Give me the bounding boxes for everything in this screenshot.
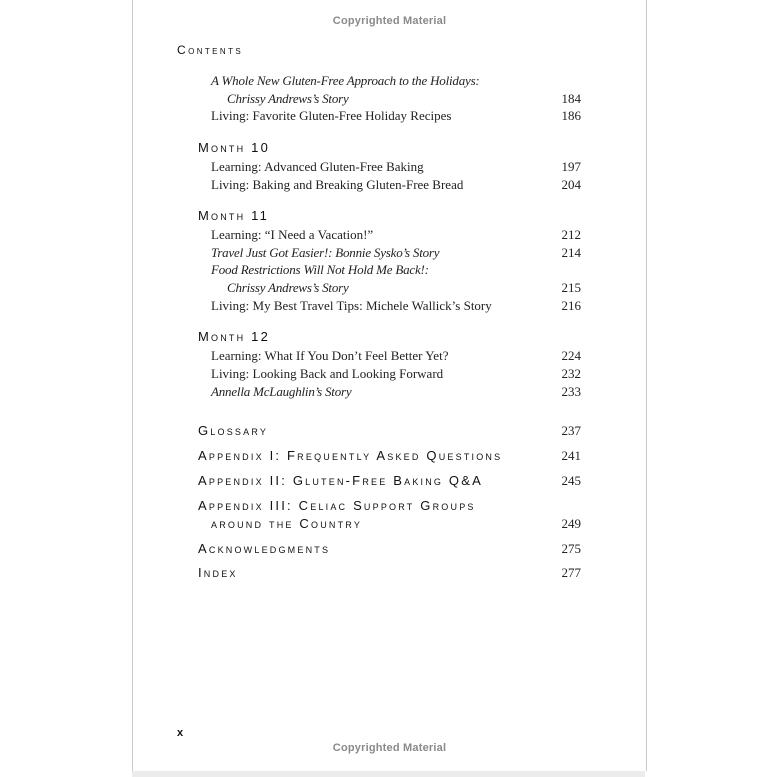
header-copyright: Copyrighted Material (332, 15, 447, 27)
toc-entry-title: A Whole New Gluten-Free Approach to the Holidays: (211, 73, 480, 88)
page-bottom-edge (132, 771, 645, 777)
toc-entry (133, 365, 646, 383)
toc-entry-appendix-2 (133, 472, 646, 490)
toc-page-number: 249 (561, 516, 581, 531)
toc-page-number: 197 (561, 159, 581, 174)
toc-page-number: 241 (561, 448, 581, 463)
running-head: Contents (177, 43, 244, 57)
section-heading-month-11: Month 11 (198, 208, 270, 223)
toc-page-number: 214 (561, 245, 581, 260)
toc-entry (133, 90, 646, 108)
toc-entry-appendix-3 (133, 497, 646, 515)
toc-entry-title: Appendix II: Gluten-Free Baking Q&A (198, 473, 483, 488)
section-heading-month-10: Month 10 (198, 140, 270, 155)
toc-entry-title-continued: around the Country (211, 516, 363, 531)
toc-entry (133, 158, 646, 176)
toc-entry-title: Learning: “I Need a Vacation!” (211, 227, 374, 242)
toc-entry (133, 347, 646, 365)
toc-page-number: 212 (561, 227, 581, 242)
toc-entry-title: Living: Favorite Gluten-Free Holiday Recipes (211, 108, 452, 123)
toc-page-number: 215 (561, 280, 581, 295)
toc-page-number: 186 (561, 108, 581, 123)
footer-copyright: Copyrighted Material (332, 742, 447, 754)
toc-entry-appendix-3-cont (133, 515, 646, 533)
toc-entry-title: Acknowledgments (198, 541, 331, 556)
toc-page-number: 237 (561, 423, 581, 438)
toc-entry-acknowledgments (133, 540, 646, 558)
toc-entry-title: Appendix I: Frequently Asked Questions (198, 448, 503, 463)
toc-page-number: 277 (561, 565, 581, 580)
toc-entry (133, 261, 646, 279)
toc-page-number: 204 (561, 177, 581, 192)
section-heading-month-12: Month 12 (198, 329, 270, 344)
toc-entry (133, 297, 646, 315)
toc-entry (133, 383, 646, 401)
toc-page-number: 224 (561, 348, 581, 363)
toc-entry-title: Living: Baking and Breaking Gluten-Free Bread (211, 177, 464, 192)
toc-entry (133, 279, 646, 297)
toc-page-number: 245 (561, 473, 581, 488)
toc-entry-title: Living: My Best Travel Tips: Michele Wallick’s Story (211, 298, 492, 313)
toc-entry (133, 244, 646, 262)
toc-page-number: 184 (561, 91, 581, 106)
toc-page-number: 275 (561, 541, 581, 556)
toc-entry-title: Learning: Advanced Gluten-Free Baking (211, 159, 424, 174)
toc-entry-appendix-1 (133, 447, 646, 465)
book-page (132, 0, 647, 771)
toc-entry-title: Food Restrictions Will Not Hold Me Back!: (211, 262, 429, 277)
toc-entry-title: Index (198, 565, 238, 580)
toc-entry-title: Travel Just Got Easier!: Bonnie Sysko’s Story (211, 245, 440, 260)
toc-page-number: 233 (561, 384, 581, 399)
toc-page-number: 232 (561, 366, 581, 381)
toc-entry-title: Chrissy Andrews’s Story (227, 91, 349, 106)
toc-entry (133, 107, 646, 125)
toc-entry-title: Glossary (198, 423, 269, 438)
toc-entry (133, 176, 646, 194)
toc-entry-title: Living: Looking Back and Looking Forward (211, 366, 444, 381)
toc-entry (133, 72, 646, 90)
toc-entry-index (133, 564, 646, 582)
page-folio: x (177, 727, 184, 739)
toc-entry (133, 226, 646, 244)
toc-entry-title: Learning: What If You Don’t Feel Better Yet? (211, 348, 449, 363)
toc-entry-title: Appendix III: Celiac Support Groups (198, 498, 476, 513)
toc-page-number: 216 (561, 298, 581, 313)
toc-entry-title: Annella McLaughlin’s Story (211, 384, 352, 399)
toc-entry-title: Chrissy Andrews’s Story (227, 280, 349, 295)
toc-entry-glossary (133, 422, 646, 440)
